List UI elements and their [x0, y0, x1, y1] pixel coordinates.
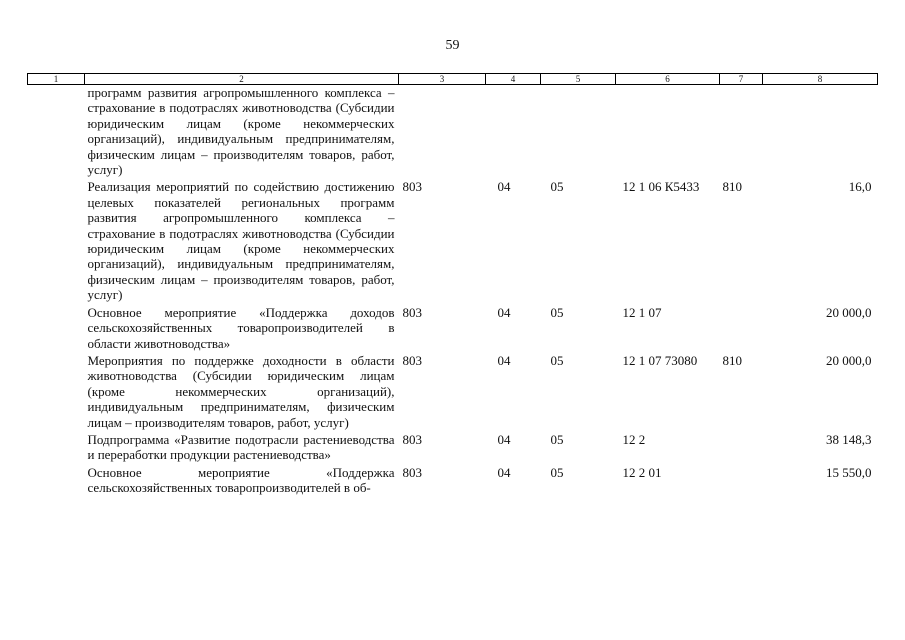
row-number-cell [28, 432, 85, 465]
row-pr [541, 85, 616, 180]
col-header-6: 6 [616, 74, 720, 85]
row-pr: 05 [550, 352, 564, 368]
row-vr: 810 [722, 179, 742, 195]
table-body [28, 85, 878, 496]
row-rz: 04 [497, 304, 511, 320]
row-ved: 803 [402, 304, 422, 320]
row-name: Основное мероприятие «Поддержка доходов сельскохозяйственных товаропроизводителей в области животноводства» [87, 304, 395, 351]
col-header-5: 5 [541, 74, 616, 85]
row-csr: 12 1 07 73080 [622, 352, 698, 368]
row-name: Основное мероприятие «Поддержка сельскохозяйственных товаропроизводителей в об- [87, 464, 395, 496]
row-vr [720, 85, 763, 180]
header-row [28, 74, 878, 85]
col-header-1: 1 [28, 74, 85, 85]
row-ved: 803 [402, 464, 422, 480]
row-vr [720, 432, 763, 465]
row-ved: 803 [402, 352, 422, 368]
row-ved [399, 85, 486, 180]
row-number-cell [28, 465, 85, 496]
row-number-cell [28, 85, 85, 180]
row-ved: 803 [402, 179, 422, 195]
table-row [28, 305, 878, 353]
row-pr: 05 [550, 431, 564, 447]
col-header-8: 8 [763, 74, 878, 85]
row-sum: 20 000,0 [826, 352, 872, 368]
row-rz: 04 [497, 431, 511, 447]
row-sum [763, 85, 878, 180]
row-pr: 05 [550, 179, 564, 195]
row-sum: 16,0 [848, 179, 872, 195]
row-csr: 12 1 07 [622, 304, 662, 320]
table-row [28, 432, 878, 465]
row-csr: 12 1 06 К5433 [622, 179, 700, 195]
page-number: 59 [445, 38, 460, 53]
row-rz: 04 [497, 352, 511, 368]
row-rz: 04 [497, 179, 511, 195]
row-number-cell [28, 353, 85, 432]
budget-table [27, 73, 878, 496]
col-header-2: 2 [85, 74, 399, 85]
row-name: Подпрограмма «Развитие подотрасли растениеводства и переработки продукции растениеводства» [87, 431, 395, 463]
table-row [28, 353, 878, 432]
row-sum: 20 000,0 [826, 304, 872, 320]
row-sum: 38 148,3 [826, 431, 872, 447]
col-header-7: 7 [720, 74, 763, 85]
row-name: программ развития агропромышленного комплекса – страхование в подотраслях животноводства (Субсидии юридическим лицам (кроме некоммерческих организаций), индивидуальным предпринимателям, физическим лицам – производителям товаров, работ, услуг) [87, 85, 395, 178]
row-vr [720, 465, 763, 496]
table-row [28, 85, 878, 180]
row-csr [616, 85, 720, 180]
row-sum: 15 550,0 [826, 464, 872, 480]
table-header [28, 74, 878, 85]
row-pr: 05 [550, 304, 564, 320]
row-rz: 04 [497, 464, 511, 480]
row-csr: 12 2 [622, 431, 646, 447]
row-vr [720, 305, 763, 353]
table-row [28, 465, 878, 496]
row-csr: 12 2 01 [622, 464, 662, 480]
col-header-4: 4 [486, 74, 541, 85]
row-ved: 803 [402, 431, 422, 447]
row-number-cell [28, 305, 85, 353]
col-header-3: 3 [399, 74, 486, 85]
row-number-cell [28, 179, 85, 304]
row-pr: 05 [550, 464, 564, 480]
table-row [28, 179, 878, 304]
row-rz [486, 85, 541, 180]
row-vr: 810 [722, 352, 742, 368]
row-name: Мероприятия по поддержке доходности в области животноводства (Субсидии юридическим лицам (кроме некоммерческих организаций), индивидуальным предпринимателям, физическим лицам – производителям товаров, работ, услуг) [87, 352, 395, 430]
row-name: Реализация мероприятий по содействию достижению целевых показателей региональных программ развития агропромышленного комплекса – страхование в подотраслях животноводства (Субсидии юридическим лицам (кроме некоммерческих организаций), индивидуальным предпринимателям, физическим лицам – производителям товаров, работ, услуг) [87, 179, 395, 303]
